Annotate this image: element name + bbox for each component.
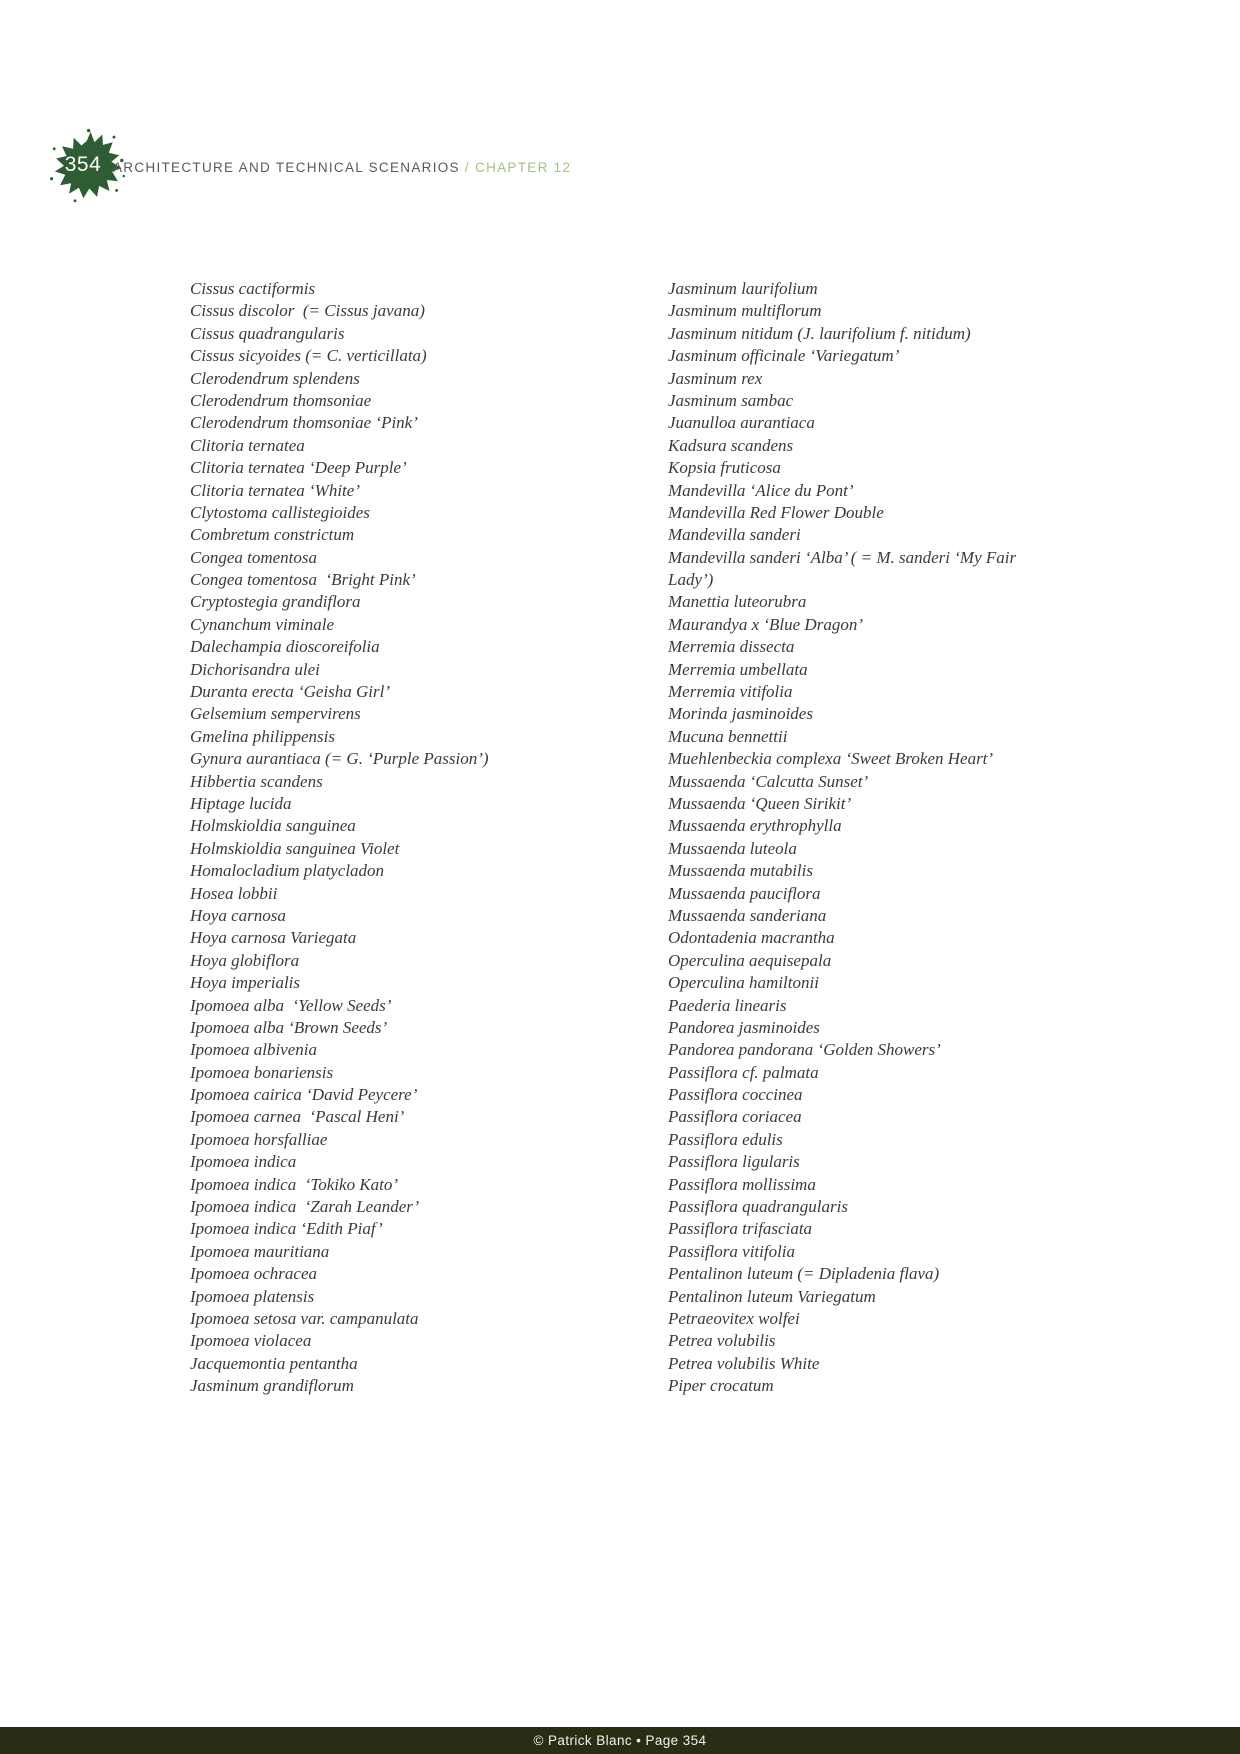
plant-name: Jacquemontia pentantha (190, 1353, 358, 1373)
plant-name: Hibbertia scandens (190, 771, 323, 791)
plant-name: Jasminum multiflorum (668, 301, 822, 321)
plant-name: Operculina hamiltonii (668, 973, 819, 993)
plant-name: Jasminum laurifolium (668, 279, 818, 298)
plant-name: Cryptostegia grandiflora (190, 592, 361, 612)
plant-name: Mussaenda sanderiana (668, 905, 827, 925)
plant-name: Morinda jasminoides (668, 704, 813, 724)
plant-name: Ipomoea mauritiana (190, 1241, 330, 1261)
plant-name: Ipomoea alba ‘Yellow Seeds’ (190, 995, 392, 1015)
plant-name: Manettia luteorubra (668, 592, 807, 612)
plant-name: Passiflora ligularis (668, 1152, 800, 1172)
plant-name: Merremia umbellata (668, 659, 808, 679)
plant-name: Mussaenda erythrophylla (668, 816, 842, 836)
plant-name: Lady’) (668, 570, 714, 590)
plant-name: Hoya globiflora (190, 950, 300, 970)
plant-name: Gelsemium sempervirens (190, 704, 361, 724)
plant-name: Dalechampia dioscoreifolia (190, 637, 380, 657)
plant-name: Kadsura scandens (668, 435, 794, 455)
plant-name: Clerodendrum thomsoniae ‘Pink’ (190, 413, 418, 433)
plant-name: Passiflora vitifolia (668, 1241, 796, 1261)
plant-name: Ipomoea albivenia (190, 1040, 317, 1060)
plant-name: Ipomoea bonariensis (190, 1062, 334, 1082)
plant-name: Passiflora cf. palmata (668, 1062, 819, 1082)
plant-name: Hoya carnosa Variegata (190, 928, 357, 948)
plant-name: Congea tomentosa ‘Bright Pink’ (190, 570, 416, 590)
plant-name: Pandorea pandorana ‘Golden Showers’ (668, 1040, 941, 1060)
plant-name: Operculina aequisepala (668, 950, 832, 970)
plant-name: Congea tomentosa (190, 547, 318, 567)
plant-name: Passiflora coccinea (668, 1085, 803, 1105)
plant-name: Cissus quadrangularis (190, 323, 345, 343)
chapter-label: CHAPTER 12 (475, 159, 572, 175)
plant-name: Clitoria ternatea ‘White’ (190, 480, 360, 500)
plant-name: Combretum constrictum (190, 525, 355, 545)
plant-name: Mandevilla sanderi ‘Alba’ ( = M. sanderi ‘My Fair (668, 547, 1017, 567)
plant-name: Mandevilla ‘Alice du Pont’ (668, 480, 854, 500)
plant-name: Mussaenda ‘Queen Sirikit’ (668, 793, 852, 813)
plant-name: Ipomoea indica (190, 1152, 297, 1172)
plant-name: Gynura aurantiaca (= G. ‘Purple Passion’) (190, 749, 489, 769)
plant-name: Jasminum rex (668, 368, 763, 388)
plant-name: Passiflora coriacea (668, 1107, 802, 1127)
plant-name: Ipomoea ochracea (190, 1264, 317, 1284)
plant-name: Passiflora edulis (668, 1129, 783, 1149)
plant-name: Hoya imperialis (190, 973, 301, 993)
plant-name: Clerodendrum thomsoniae (190, 390, 372, 410)
section-title: ARCHITECTURE AND TECHNICAL SCENARIOS (113, 159, 460, 175)
plant-name: Mussaenda luteola (668, 838, 797, 858)
plant-name: Ipomoea platensis (190, 1286, 315, 1306)
plant-name: Passiflora mollissima (668, 1174, 816, 1194)
footer-bullet: • (632, 1733, 646, 1748)
page-number: 354 (64, 153, 102, 176)
header-divider: / (459, 159, 476, 175)
plant-name: Maurandya x ‘Blue Dragon’ (668, 614, 863, 634)
plant-name: Muehlenbeckia complexa ‘Sweet Broken Heart’ (668, 749, 994, 769)
plant-name: Mandevilla sanderi (668, 525, 801, 545)
plant-name: Clitoria ternatea (190, 435, 305, 455)
plant-name: Petrea volubilis (668, 1331, 776, 1351)
plant-list-right-column (668, 278, 1138, 1398)
plant-name: Piper crocatum (668, 1376, 774, 1396)
running-header (113, 152, 571, 182)
plant-name: Hosea lobbii (190, 883, 278, 903)
plant-name: Ipomoea indica ‘Tokiko Kato’ (190, 1174, 399, 1194)
plant-name: Petraeovitex wolfei (668, 1308, 800, 1328)
plant-name: Pentalinon luteum (= Dipladenia flava) (668, 1264, 940, 1284)
plant-name: Mandevilla Red Flower Double (668, 502, 884, 522)
plant-name: Cissus cactiformis (190, 279, 316, 298)
footer-bar (0, 1727, 1240, 1754)
plant-name: Duranta erecta ‘Geisha Girl’ (190, 682, 391, 702)
plant-name: Passiflora trifasciata (668, 1219, 813, 1239)
plant-name: Holmskioldia sanguinea Violet (190, 838, 400, 858)
plant-name: Ipomoea violacea (190, 1331, 312, 1351)
plant-name: Passiflora quadrangularis (668, 1197, 848, 1217)
plant-name: Pentalinon luteum Variegatum (668, 1286, 876, 1306)
plant-name: Ipomoea indica ‘Zarah Leander’ (190, 1197, 420, 1217)
plant-name: Dichorisandra ulei (190, 659, 320, 679)
plant-name: Pandorea jasminoides (668, 1017, 820, 1037)
plant-name: Hiptage lucida (190, 793, 292, 813)
plant-name: Jasminum grandiflorum (190, 1376, 354, 1396)
plant-name: Merremia vitifolia (668, 682, 793, 702)
plant-name: Ipomoea horsfalliae (190, 1129, 328, 1149)
plant-name: Mucuna bennettii (668, 726, 788, 746)
plant-name: Petrea volubilis White (668, 1353, 820, 1373)
plant-name: Juanulloa aurantiaca (668, 413, 815, 433)
plant-name: Mussaenda pauciflora (668, 883, 821, 903)
plant-name: Mussaenda ‘Calcutta Sunset’ (668, 771, 869, 791)
plant-name: Ipomoea indica ‘Edith Piaf’ (190, 1219, 383, 1239)
plant-name: Ipomoea setosa var. campanulata (190, 1308, 419, 1328)
plant-name: Holmskioldia sanguinea (190, 816, 356, 836)
plant-name: Mussaenda mutabilis (668, 861, 813, 881)
page-header (0, 0, 1240, 220)
plant-name: Paederia linearis (668, 995, 787, 1015)
plant-name: Jasminum nitidum (J. laurifolium f. nitidum) (668, 323, 971, 343)
footer-page-label: Page 354 (645, 1733, 707, 1748)
plant-name: Hoya carnosa (190, 905, 286, 925)
plant-name: Clitoria ternatea ‘Deep Purple’ (190, 458, 407, 478)
plant-name: Gmelina philippensis (190, 726, 335, 746)
plant-name: Ipomoea alba ‘Brown Seeds’ (190, 1017, 388, 1037)
plant-name: Ipomoea carnea ‘Pascal Heni’ (190, 1107, 405, 1127)
plant-list-left-column (190, 278, 650, 1398)
plant-name: Kopsia fruticosa (668, 458, 781, 478)
plant-name: Cissus discolor (= Cissus javana) (190, 301, 425, 321)
plant-name: Cynanchum viminale (190, 614, 334, 634)
plant-name: Clerodendrum splendens (190, 368, 360, 388)
plant-name: Clytostoma callistegioides (190, 502, 370, 522)
plant-name: Cissus sicyoides (= C. verticillata) (190, 346, 427, 366)
plant-name: Jasminum sambac (668, 390, 794, 410)
plant-name: Homalocladium platycladon (190, 861, 385, 881)
plant-name: Ipomoea cairica ‘David Peycere’ (190, 1085, 418, 1105)
plant-name: Jasminum officinale ‘Variegatum’ (668, 346, 900, 366)
plant-name: Merremia dissecta (668, 637, 795, 657)
footer-credit: © Patrick Blanc (533, 1733, 633, 1748)
plant-name: Odontadenia macrantha (668, 928, 835, 948)
